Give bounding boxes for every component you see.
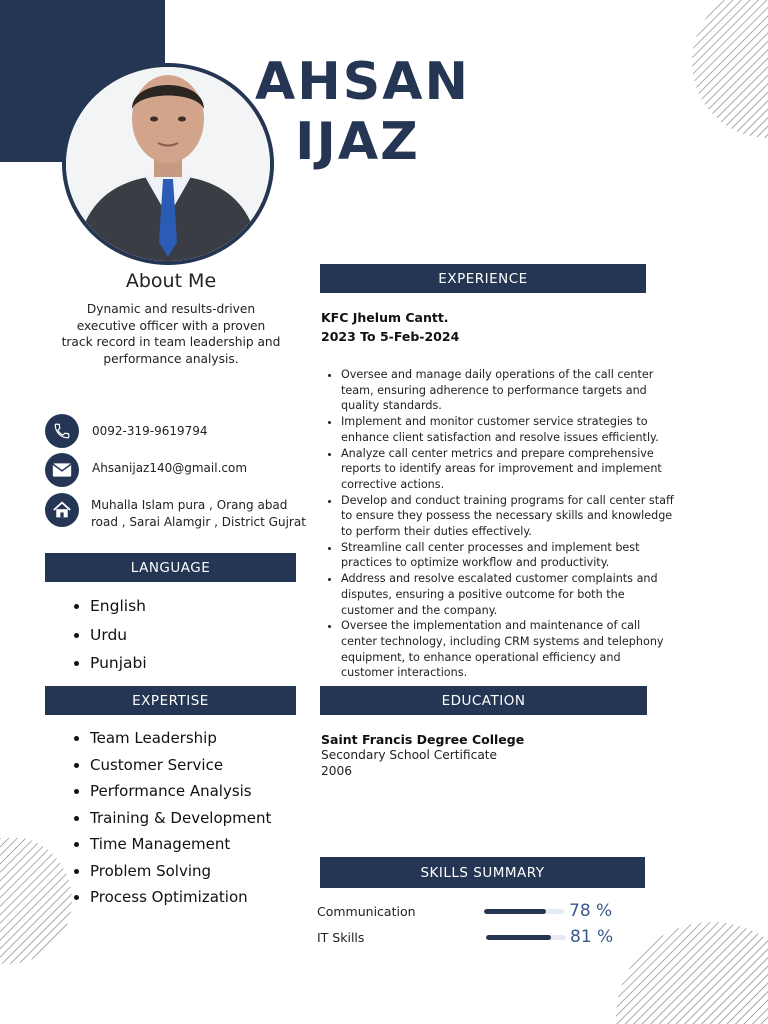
duties-list bbox=[321, 367, 675, 681]
language-item: • Urdu bbox=[90, 621, 290, 650]
expertise-item: • Training & Development bbox=[90, 805, 300, 832]
expertise-item: • Team Leadership bbox=[90, 725, 300, 752]
company-name: KFC Jhelum Cantt. bbox=[321, 310, 449, 325]
duty-item: • Implement and monitor customer service strategies to enhance client satisfaction and resolve issues efficiently. bbox=[341, 414, 675, 445]
expertise-list bbox=[70, 725, 300, 911]
duty-item: • Oversee and manage daily operations of the call center team, ensuring adherence to performance targets and quality standards. bbox=[341, 367, 675, 414]
about-text: Dynamic and results-driven executive officer with a proven track record in team leadership and performance analysis. bbox=[61, 302, 281, 366]
duty-item: • Address and resolve escalated customer complaints and disputes, ensuring a positive outcome for both the customer and the company. bbox=[341, 571, 675, 618]
skill-label: Communication bbox=[317, 904, 416, 919]
language-list bbox=[70, 592, 290, 678]
certificate-name: Secondary School Certificate bbox=[321, 748, 498, 762]
expertise-header: EXPERTISE bbox=[45, 686, 296, 715]
hatched-circle-bottom-right bbox=[612, 918, 768, 1024]
graduation-year: 2006 bbox=[321, 764, 353, 778]
home-icon bbox=[45, 493, 79, 527]
last-name: IJAZ bbox=[295, 112, 420, 172]
hatched-circle-top-right bbox=[690, 0, 768, 140]
skill-bar-fill bbox=[484, 909, 546, 914]
hatched-circle-bottom-left bbox=[0, 838, 74, 966]
expertise-item: • Time Management bbox=[90, 831, 300, 858]
profile-photo bbox=[62, 63, 274, 265]
expertise-item: • Problem Solving bbox=[90, 858, 300, 885]
about-title: About Me bbox=[125, 270, 217, 292]
skill-label: IT Skills bbox=[317, 930, 365, 945]
person-illustration bbox=[66, 67, 270, 261]
education-header: EDUCATION bbox=[320, 686, 647, 715]
language-header: LANGUAGE bbox=[45, 553, 296, 582]
school-name: Saint Francis Degree College bbox=[321, 732, 525, 747]
duty-item: • Oversee the implementation and maintenance of call center technology, including CRM systems and telephony equipment, to enhance operational efficiency and customer interactions. bbox=[341, 618, 675, 681]
email-icon bbox=[45, 453, 79, 487]
language-item: • English bbox=[90, 592, 290, 621]
duty-item: • Analyze call center metrics and prepare comprehensive reports to identify areas for improvement and implement corrective actions. bbox=[341, 446, 675, 493]
language-item: • Punjabi bbox=[90, 649, 290, 678]
first-name: AHSAN bbox=[255, 52, 470, 112]
skill-bar-fill bbox=[486, 935, 551, 940]
expertise-item: • Process Optimization bbox=[90, 884, 300, 911]
email-address: Ahsanijaz140@gmail.com bbox=[92, 461, 248, 475]
home-address: Muhalla Islam pura , Orang abad road , Sarai Alamgir , District Gujrat bbox=[91, 498, 306, 529]
skill-bar bbox=[484, 909, 564, 914]
skill-percent: 81 % bbox=[570, 927, 614, 947]
phone-number: 0092-319-9619794 bbox=[92, 424, 208, 438]
duty-item: • Develop and conduct training programs for call center staff to ensure they possess the necessary skills and knowledge to perform their duties effectively. bbox=[341, 493, 675, 540]
phone-icon bbox=[45, 414, 79, 448]
duty-item: • Streamline call center processes and implement best practices to optimize workflow and productivity. bbox=[341, 540, 675, 571]
employment-period: 2023 To 5-Feb-2024 bbox=[321, 329, 460, 344]
expertise-item: • Performance Analysis bbox=[90, 778, 300, 805]
expertise-item: • Customer Service bbox=[90, 752, 300, 779]
experience-header: EXPERIENCE bbox=[320, 264, 646, 293]
skills-header: SKILLS SUMMARY bbox=[320, 857, 645, 888]
skill-percent: 78 % bbox=[569, 901, 613, 921]
skill-bar bbox=[486, 935, 566, 940]
